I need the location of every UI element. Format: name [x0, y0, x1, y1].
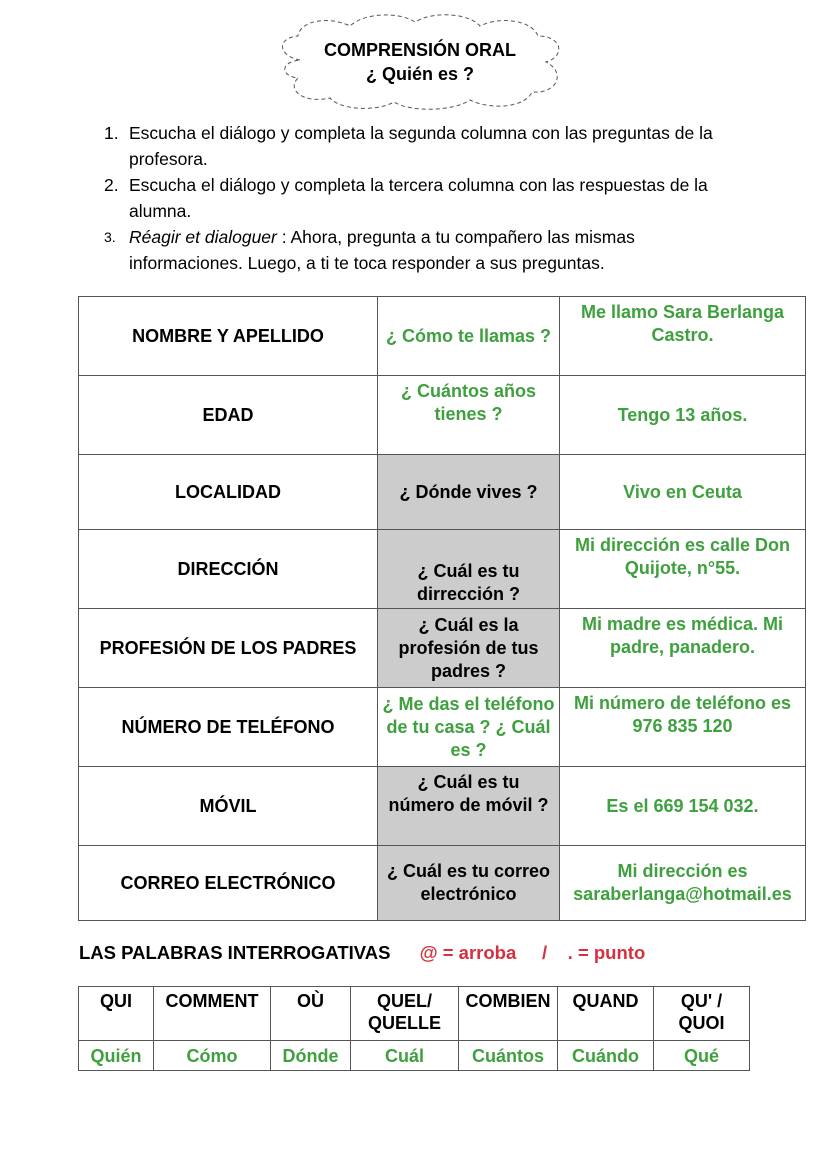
words-heading [79, 942, 645, 964]
french-word: OÙ [271, 987, 351, 1041]
table-row [79, 688, 806, 767]
instruction-number: 3. [104, 229, 116, 245]
instruction-number: 1. [104, 123, 119, 143]
row-label: EDAD [79, 376, 378, 455]
interrogatives-table [78, 986, 750, 1071]
french-word: QUEL/ QUELLE [351, 987, 459, 1041]
row-label: PROFESIÓN DE LOS PADRES [79, 609, 378, 688]
spanish-word: Cuántos [459, 1041, 558, 1071]
instruction-item [100, 224, 750, 276]
french-word: QUAND [558, 987, 654, 1041]
table-row [79, 297, 806, 376]
table-row [79, 530, 806, 609]
french-word: COMBIEN [459, 987, 558, 1041]
spanish-word: Quién [79, 1041, 154, 1071]
instruction-item [100, 120, 750, 172]
table-row [79, 455, 806, 530]
row-label: CORREO ELECTRÓNICO [79, 846, 378, 921]
words-title: LAS PALABRAS INTERROGATIVAS [79, 942, 391, 963]
row-label: NOMBRE Y APELLIDO [79, 297, 378, 376]
answer-cell: Mi número de teléfono es 976 835 120 [560, 688, 806, 767]
french-word: QU' / QUOI [654, 987, 750, 1041]
row-label: LOCALIDAD [79, 455, 378, 530]
instruction-text: Escucha el diálogo y completa la tercera columna con las respuestas de la alumna. [129, 175, 708, 221]
spanish-word: Cuál [351, 1041, 459, 1071]
table-row [79, 767, 806, 846]
answer-cell: Mi dirección es calle Don Quijote, n°55. [560, 530, 806, 609]
answer-cell: Tengo 13 años. [560, 376, 806, 455]
header-block [270, 38, 570, 86]
instructions-list [100, 120, 750, 276]
question-cell: ¿ Me das el teléfono de tu casa ? ¿ Cuál es ? [378, 688, 560, 767]
french-words-row [79, 987, 750, 1041]
answer-cell: Vivo en Ceuta [560, 455, 806, 530]
answer-cell: Mi madre es médica. Mi padre, panadero. [560, 609, 806, 688]
instruction-text: Escucha el diálogo y completa la segunda columna con las preguntas de la profesora. [129, 123, 713, 169]
instruction-number: 2. [104, 175, 119, 195]
table-row [79, 376, 806, 455]
answer-cell: Es el 669 154 032. [560, 767, 806, 846]
row-label: NÚMERO DE TELÉFONO [79, 688, 378, 767]
question-cell: ¿ Cuál es tu correo electrónico [378, 846, 560, 921]
spanish-word: Dónde [271, 1041, 351, 1071]
page-subtitle: ¿ Quién es ? [365, 64, 475, 84]
french-word: QUI [79, 987, 154, 1041]
symbols-note: @ = arroba / . = punto [419, 942, 646, 963]
question-cell: ¿ Dónde vives ? [378, 455, 560, 530]
answer-cell: Mi dirección es saraberlanga@hotmail.es [560, 846, 806, 921]
table-row [79, 846, 806, 921]
dialogue-table [78, 296, 806, 921]
spanish-word: Qué [654, 1041, 750, 1071]
page-title: COMPRENSIÓN ORAL [323, 40, 516, 60]
question-cell: ¿ Cuál es tu dirrección ? [378, 530, 560, 609]
instruction-italic: Réagir et dialoguer [129, 227, 277, 247]
table-row [79, 609, 806, 688]
instruction-item [100, 172, 750, 224]
row-label: DIRECCIÓN [79, 530, 378, 609]
answer-cell: Me llamo Sara Berlanga Castro. [560, 297, 806, 376]
question-cell: ¿ Cuál es la profesión de tus padres ? [378, 609, 560, 688]
question-cell: ¿ Cómo te llamas ? [378, 297, 560, 376]
spanish-word: Cómo [154, 1041, 271, 1071]
question-cell: ¿ Cuántos años tienes ? [378, 376, 560, 455]
spanish-words-row [79, 1041, 750, 1071]
question-cell: ¿ Cuál es tu número de móvil ? [378, 767, 560, 846]
french-word: COMMENT [154, 987, 271, 1041]
spanish-word: Cuándo [558, 1041, 654, 1071]
row-label: MÓVIL [79, 767, 378, 846]
instruction-text: : Ahora, pregunta a tu compañero las mismas informaciones. Luego, a ti te toca responder a sus preguntas. [129, 227, 635, 273]
